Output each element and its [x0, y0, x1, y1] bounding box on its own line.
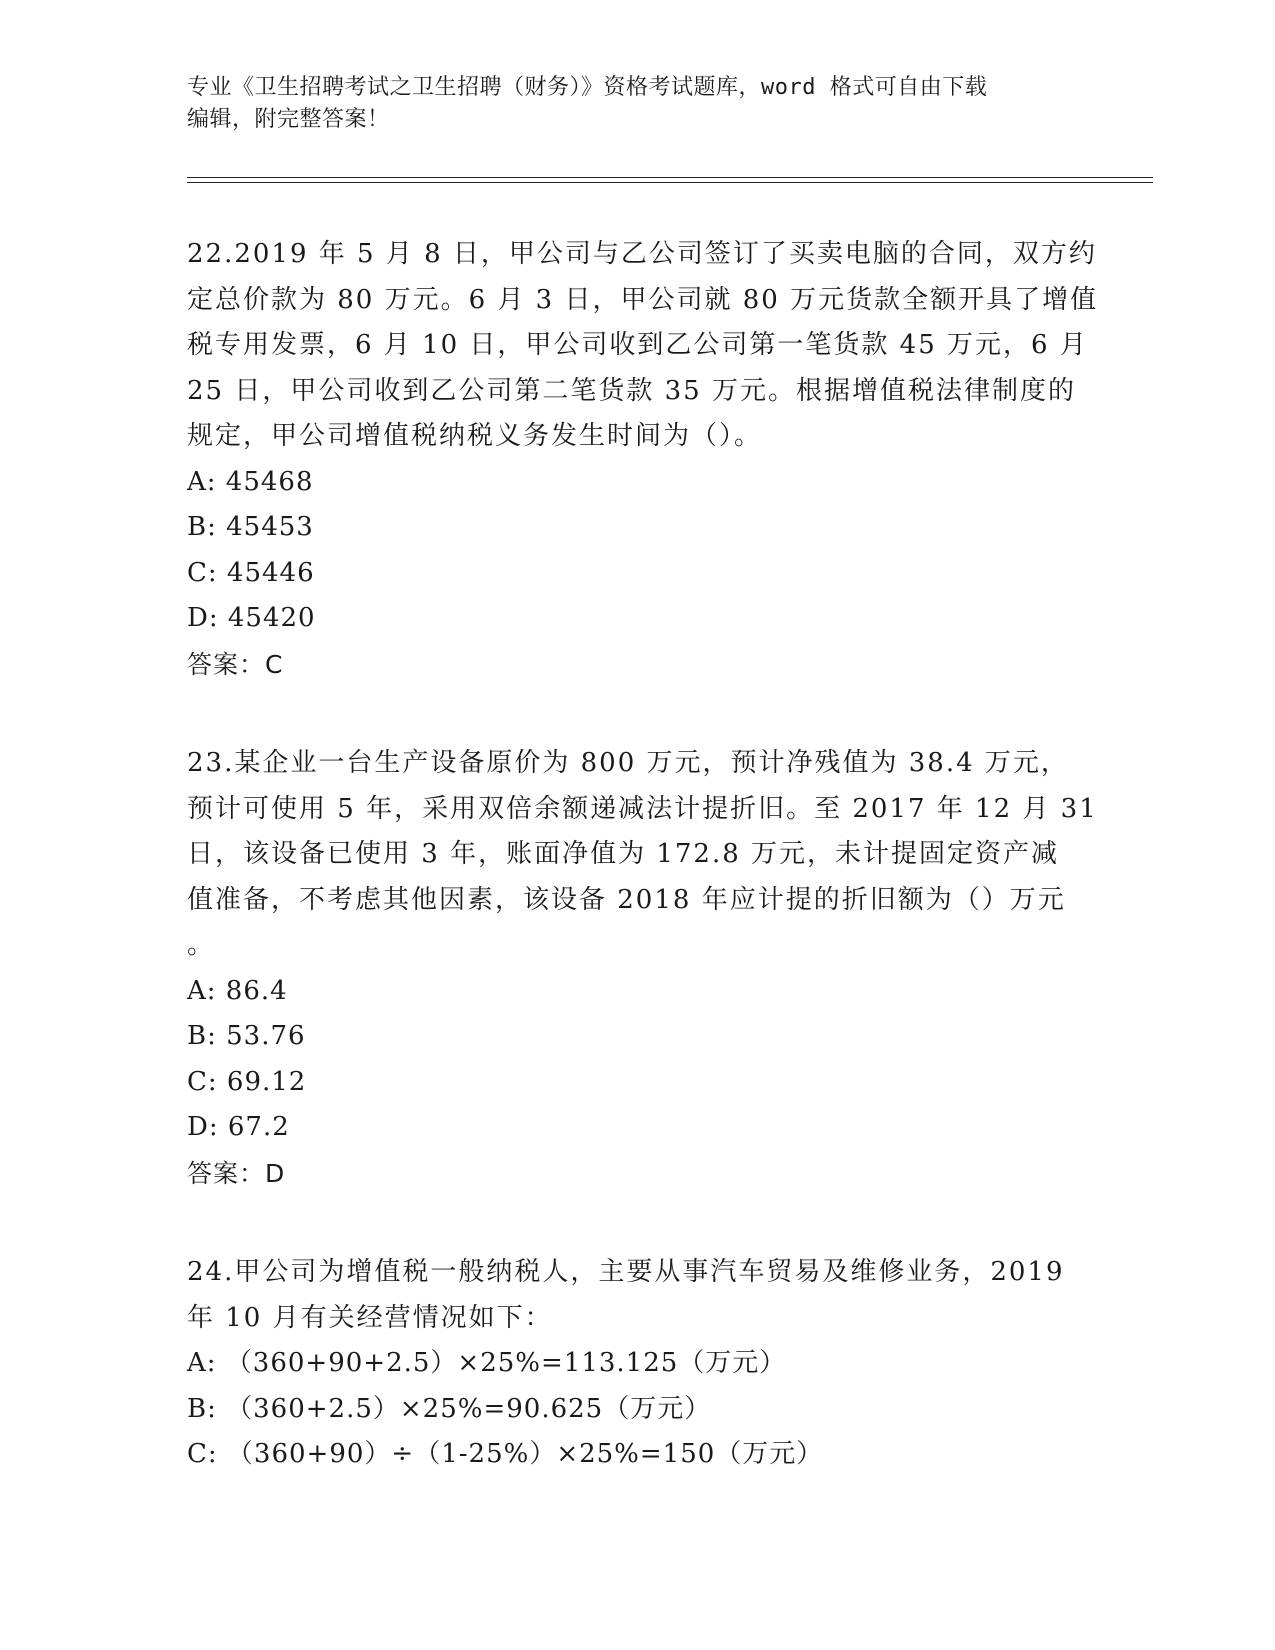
option-a: A: 86.4 — [187, 975, 288, 1006]
question-list — [187, 232, 1099, 1478]
option-b: B: 53.76 — [187, 1021, 306, 1051]
question-text-line: 。 — [187, 930, 216, 960]
header-line-1: 专业《卫生招聘考试之卫生招聘（财务）》资格考试题库，word 格式可自由下载 — [187, 75, 988, 100]
question-23 — [187, 741, 1098, 1196]
option-a: A: 45468 — [187, 466, 314, 497]
option-c: C: 45446 — [187, 557, 315, 588]
option-d: D: 45420 — [187, 603, 316, 633]
question-text-line: 定总价款为 80 万元。6 月 3 日，甲公司就 80 万元货款全额开具了增值 — [187, 284, 1099, 315]
option-c: C: 69.12 — [187, 1066, 307, 1097]
header-line-2: 编辑，附完整答案！ — [187, 107, 390, 132]
question-text-line: 值准备，不考虑其他因素，该设备 2018 年应计提的折旧额为（）万元 — [187, 884, 1066, 915]
question-22 — [187, 232, 1099, 687]
question-text-line: 年 10 月有关经营情况如下： — [187, 1302, 553, 1333]
question-text-line: 25 日，甲公司收到乙公司第二笔货款 35 万元。根据增值税法律制度的 — [187, 375, 1076, 406]
question-text-line: 24.甲公司为增值税一般纳税人，主要从事汽车贸易及维修业务，2019 — [187, 1257, 1065, 1287]
header-divider-top — [187, 177, 1153, 178]
question-text-line: 23.某企业一台生产设备原价为 800 万元，预计净残值为 38.4 万元， — [187, 748, 1069, 778]
question-text-line: 税专用发票，6 月 10 日，甲公司收到乙公司第一笔货款 45 万元，6 月 — [187, 330, 1088, 360]
question-text-line: 规定，甲公司增值税纳税义务发生时间为（）。 — [187, 421, 763, 451]
option-d: D: 67.2 — [187, 1112, 290, 1142]
option-b: B: （360+2.5）×25%=90.625（万元） — [187, 1393, 712, 1424]
header-divider-bottom — [187, 182, 1153, 183]
question-text-line: 日，该设备已使用 3 年，账面净值为 172.8 万元，未计提固定资产减 — [187, 839, 1060, 869]
answer-label: 答案：D — [187, 1158, 286, 1188]
spacer — [187, 687, 1087, 741]
question-text-line: 22.2019 年 5 月 8 日，甲公司与乙公司签订了买卖电脑的合同，双方约 — [187, 239, 1097, 269]
answer-label: 答案：C — [187, 649, 284, 679]
option-b: B: 45453 — [187, 512, 314, 542]
document-header — [187, 72, 1067, 136]
question-24 — [187, 1250, 1087, 1478]
question-text-line: 预计可使用 5 年，采用双倍余额递减法计提折旧。至 2017 年 12 月 31 — [187, 793, 1098, 824]
spacer — [187, 1196, 1087, 1250]
option-c: C: （360+90）÷（1-25%）×25%=150（万元） — [187, 1439, 824, 1469]
option-a: A: （360+90+2.5）×25%=113.125（万元） — [187, 1348, 787, 1378]
